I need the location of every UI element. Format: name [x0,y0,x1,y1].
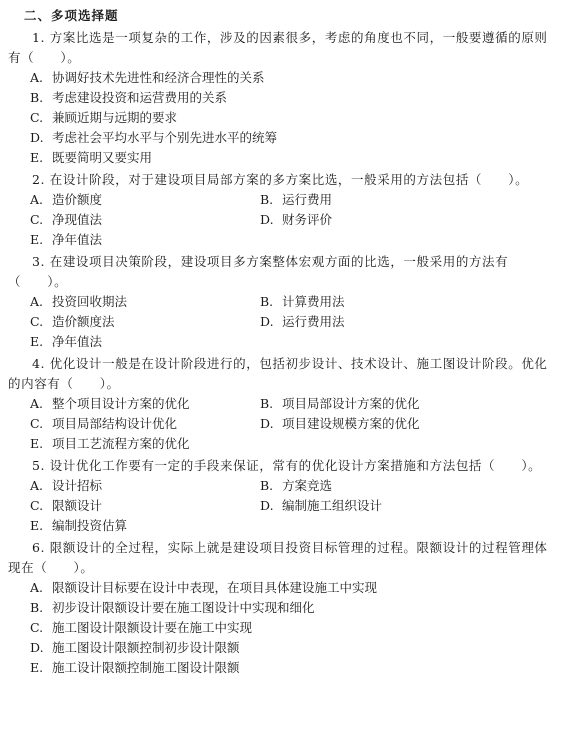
option-text: 限额设计目标要在设计中表现，在项目具体建设施工中实现 [52,580,378,595]
option-list [8,68,556,168]
option-label: B. [260,396,274,411]
option-item [30,496,260,516]
option-text: 项目建设规模方案的优化 [282,416,420,431]
option-label: A. [30,70,44,85]
option-label: A. [30,580,44,595]
option-item [30,618,556,638]
option-text: 考虑社会平均水平与个别先进水平的统筹 [52,130,278,145]
option-item [260,476,556,496]
option-text: 项目局部设计方案的优化 [282,396,420,411]
question-stem [8,538,556,578]
option-label: A. [30,294,44,309]
option-label: D. [260,212,274,227]
option-item [30,578,556,598]
option-item [30,128,556,148]
option-list [8,394,556,454]
option-text: 编制投资估算 [52,518,128,533]
option-text: 考虑建设投资和运营费用的关系 [52,90,228,105]
question-number: 4. [32,356,46,371]
question-text: 限额设计的全过程，实际上就是建设项目投资目标管理的过程。限额设计的过程管理体现在（ ）。 [8,540,548,575]
option-label: D. [30,640,44,655]
option-text: 投资回收期法 [52,294,128,309]
option-item [30,394,260,414]
option-label: B. [260,478,274,493]
option-text: 计算费用法 [282,294,345,309]
option-item [30,148,556,168]
question-number: 5. [32,458,46,473]
question-block [8,456,556,536]
option-text: 造价额度 [52,192,103,207]
option-text: 项目工艺流程方案的优化 [52,436,190,451]
option-text: 施工图设计限额控制初步设计限额 [52,640,240,655]
option-label: E. [30,436,44,451]
question-block [8,354,556,454]
question-stem [8,456,556,476]
option-item [260,496,556,516]
option-text: 设计招标 [52,478,103,493]
question-stem [8,354,556,394]
option-label: A. [30,396,44,411]
option-item [30,434,556,454]
question-block [8,28,556,168]
question-text: 在设计阶段，对于建设项目局部方案的多方案比选，一般采用的方法包括（ ）。 [49,172,529,187]
option-label: E. [30,660,44,675]
question-number: 3. [32,254,46,269]
option-text: 运行费用法 [282,314,345,329]
option-label: E. [30,150,44,165]
section-title: 二、多项选择题 [24,8,119,23]
option-list [8,476,556,536]
question-text: 方案比选是一项复杂的工作，涉及的因素很多，考虑的角度也不同，一般要遵循的原则有（ ）。 [8,30,548,65]
option-label: B. [30,600,44,615]
option-label: C. [30,110,44,125]
option-item [30,516,556,536]
option-label: A. [30,478,44,493]
question-stem [8,252,556,292]
option-item [30,88,556,108]
option-label: E. [30,518,44,533]
option-item [260,292,556,312]
option-item [30,598,556,618]
option-label: D. [260,416,274,431]
option-label: B. [260,294,274,309]
option-text: 初步设计限额设计要在施工图设计中实现和细化 [52,600,315,615]
option-label: C. [30,212,44,227]
option-text: 限额设计 [52,498,103,513]
option-text: 净年值法 [52,334,103,349]
option-item [30,312,260,332]
option-list [8,190,556,250]
question-number: 6. [32,540,46,555]
option-text: 净年值法 [52,232,103,247]
option-text: 施工图设计限额设计要在施工中实现 [52,620,253,635]
option-item [30,210,260,230]
option-label: E. [30,232,44,247]
option-item [30,638,556,658]
option-item [30,658,556,678]
option-item [260,414,556,434]
question-stem [8,170,556,190]
option-label: C. [30,498,44,513]
option-label: C. [30,314,44,329]
question-list [8,28,556,678]
option-text: 既要简明又要实用 [52,150,153,165]
option-item [30,230,556,250]
option-item [260,394,556,414]
option-label: C. [30,620,44,635]
question-block [8,170,556,250]
question-number: 1. [32,30,46,45]
question-block [8,252,556,352]
option-text: 协调好技术先进性和经济合理性的关系 [52,70,265,85]
option-label: D. [260,498,274,513]
option-item [30,190,260,210]
option-label: D. [260,314,274,329]
question-text: 在建设项目决策阶段，建设项目多方案整体宏观方面的比选，一般采用的方法有（ ）。 [8,254,509,289]
option-item [260,190,556,210]
option-item [30,108,556,128]
option-item [260,210,556,230]
question-text: 优化设计一般是在设计阶段进行的，包括初步设计、技术设计、施工图设计阶段。优化的内容有（ ）。 [8,356,548,391]
option-item [30,292,260,312]
question-block [8,538,556,678]
option-item [260,312,556,332]
option-label: C. [30,416,44,431]
option-item [30,332,556,352]
option-text: 兼顾近期与远期的要求 [52,110,178,125]
option-label: B. [30,90,44,105]
question-text: 设计优化工作要有一定的手段来保证，常有的优化设计方案措施和方法包括（ ）。 [49,458,542,473]
option-label: D. [30,130,44,145]
option-text: 方案竞选 [282,478,333,493]
option-item [30,476,260,496]
option-list [8,292,556,352]
option-text: 造价额度法 [52,314,115,329]
question-stem [8,28,556,68]
option-text: 净现值法 [52,212,103,227]
option-label: A. [30,192,44,207]
option-text: 财务评价 [282,212,333,227]
option-item [30,414,260,434]
option-label: E. [30,334,44,349]
option-text: 整个项目设计方案的优化 [52,396,190,411]
option-text: 编制施工组织设计 [282,498,383,513]
option-text: 施工设计限额控制施工图设计限额 [52,660,240,675]
option-list [8,578,556,678]
option-label: B. [260,192,274,207]
question-number: 2. [32,172,46,187]
option-text: 运行费用 [282,192,333,207]
option-text: 项目局部结构设计优化 [52,416,178,431]
option-item [30,68,556,88]
